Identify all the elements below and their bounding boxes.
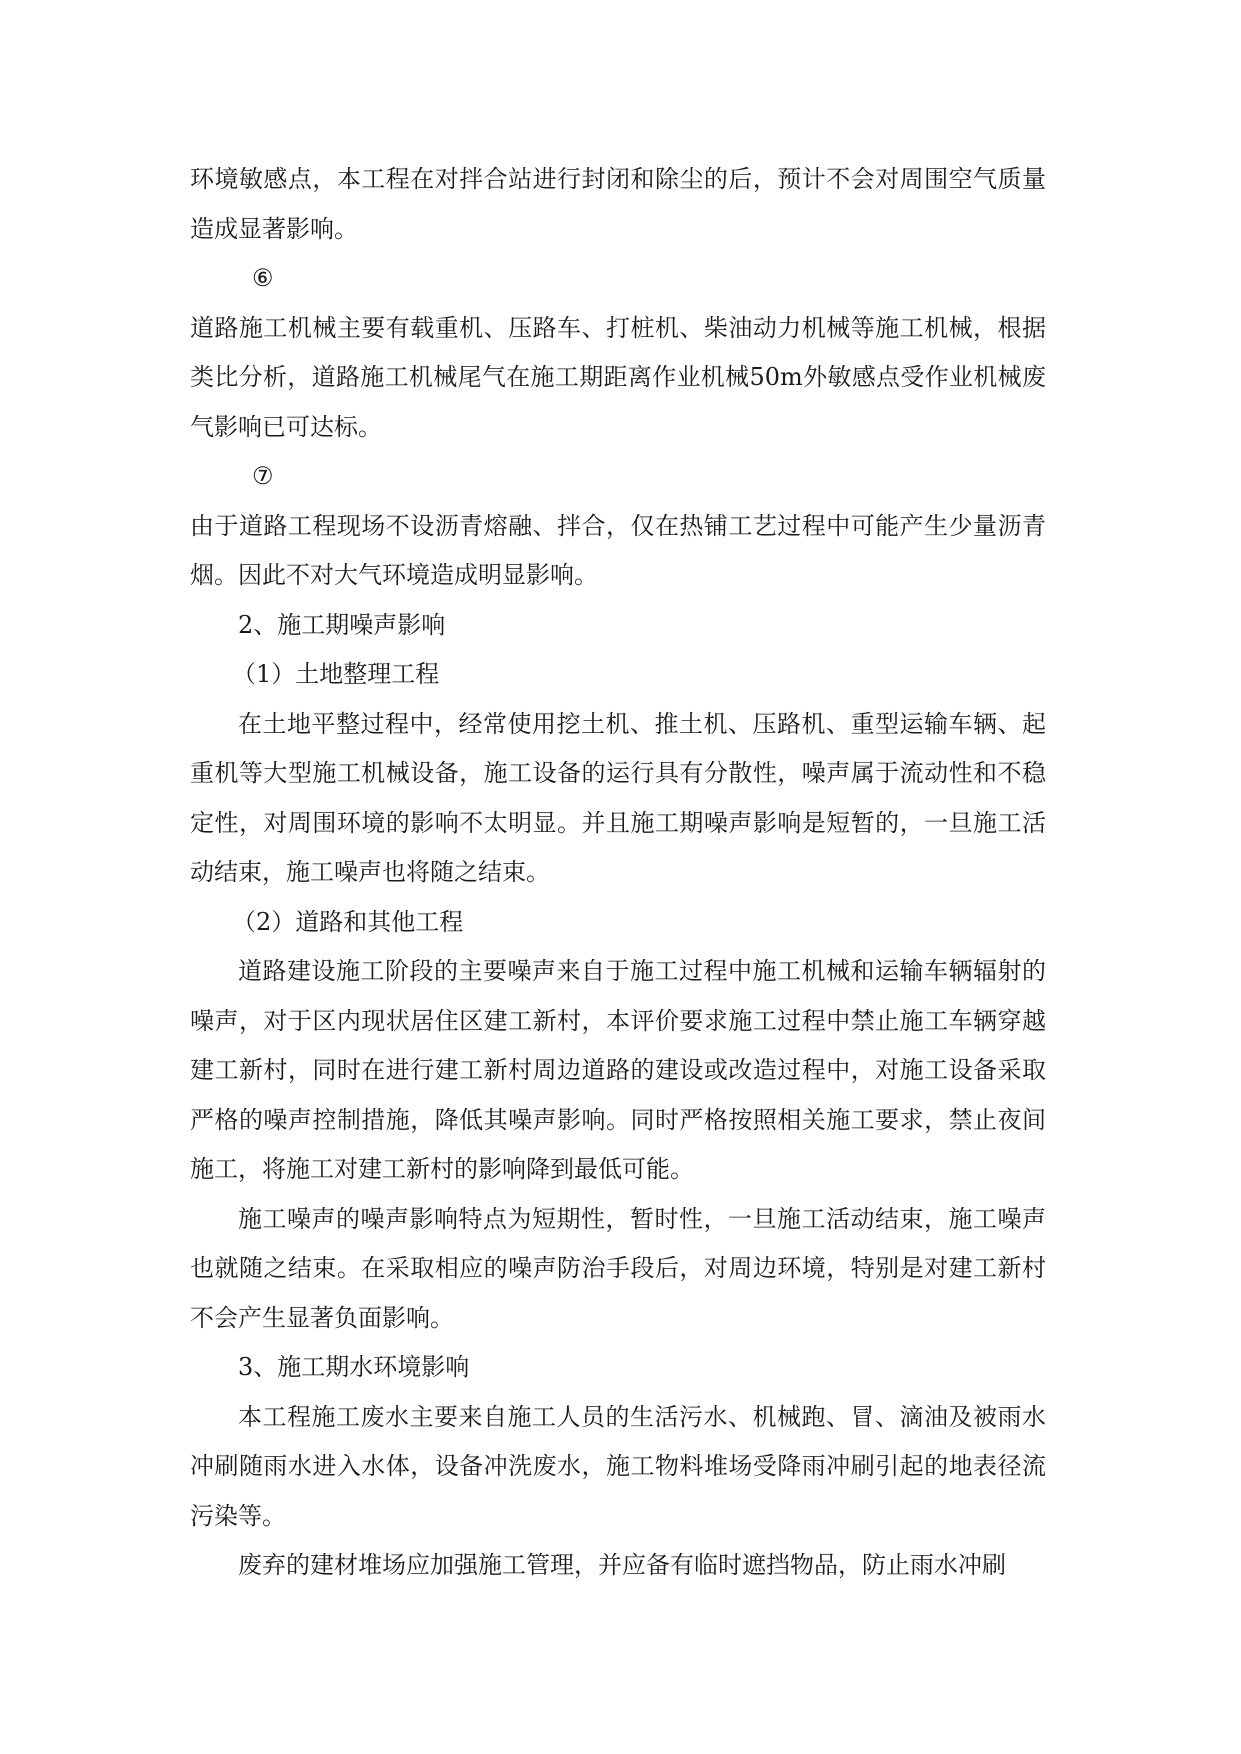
paragraph-air-quality: 环境敏感点，本工程在对拌合站进行封闭和除尘的后，预计不会对周围空气质量造成显著影响。 [190,165,1046,243]
paragraph-noise-characteristics: 施工噪声的噪声影响特点为短期性，暂时性，一旦施工活动结束，施工噪声也就随之结束。在采取相应的噪声防治手段后，对周边环境，特别是对建工新村不会产生显著负面影响。 [190,1204,1046,1332]
section-heading-noise: 2、施工期噪声影响 [238,610,446,639]
paragraph-wastewater-sources: 本工程施工废水主要来自施工人员的生活污水、机械跑、冒、滴油及被雨水冲刷随雨水进入水体，设备冲洗废水，施工物料堆场受降雨冲刷引起的地表径流污染等。 [190,1402,1046,1530]
paragraph-material-yard: 废弃的建材堆场应加强施工管理，并应备有临时遮挡物品，防止雨水冲刷 [238,1551,1006,1579]
section-heading-water: 3、施工期水环境影响 [238,1353,470,1381]
paragraph-asphalt-smoke: 由于道路工程现场不设沥青熔融、拌合，仅在热铺工艺过程中可能产生少量沥青烟。因此不对大气环境造成明显影响。 [190,511,1046,589]
subheading-land-works: （1）土地整理工程 [232,660,440,688]
document-page [190,155,1046,1591]
item-marker-7: ⑦ [252,462,274,490]
paragraph-machinery-exhaust: 道路施工机械主要有载重机、压路车、打桩机、柴油动力机械等施工机械，根据类比分析，道路施工机械尾气在施工期距离作业机械50m外敏感点受作业机械废气影响已可达标。 [190,313,1046,441]
item-marker-6: ⑥ [252,264,274,292]
subheading-road-works: （2）道路和其他工程 [232,907,464,936]
paragraph-land-leveling-noise: 在土地平整过程中，经常使用挖土机、推土机、压路机、重型运输车辆、起重机等大型施工机械设备，施工设备的运行具有分散性，噪声属于流动性和不稳定性，对周围环境的影响不太明显。并且施工期噪声影响是短暂的，一旦施工活动结束，施工噪声也将随之结束。 [190,709,1046,886]
paragraph-road-construction-noise: 道路建设施工阶段的主要噪声来自于施工过程中施工机械和运输车辆辐射的噪声，对于区内现状居住区建工新村，本评价要求施工过程中禁止施工车辆穿越建工新村，同时在进行建工新村周边道路的建设或改造过程中，对施工设备采取严格的噪声控制措施，降低其噪声影响。同时严格按照相关施工要求，禁止夜间施工，将施工对建工新村的影响降到最低可能。 [190,957,1046,1183]
